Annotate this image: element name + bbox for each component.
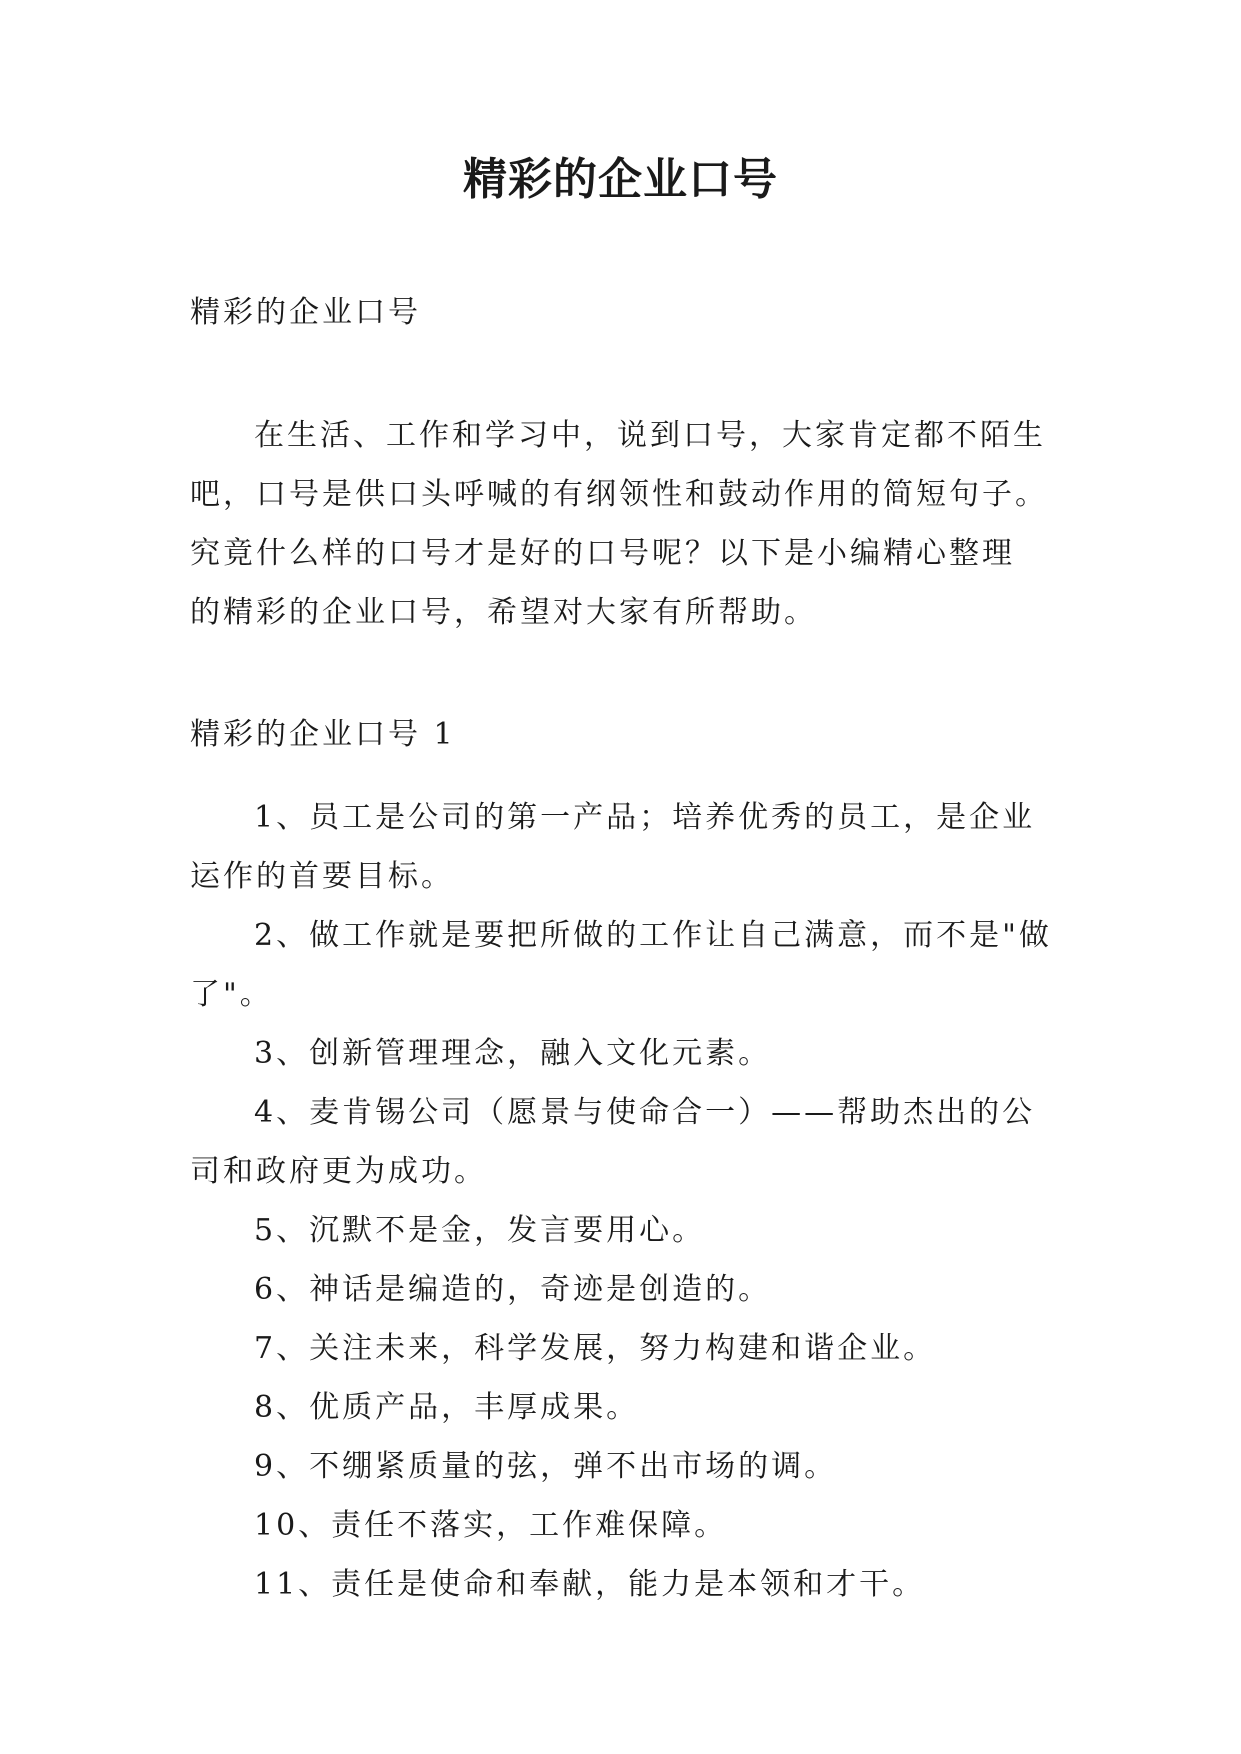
slogan-item — [190, 1319, 1060, 1378]
slogan-item — [190, 788, 1060, 906]
section-heading: 精彩的企业口号 1 — [190, 717, 456, 752]
document-subtitle: 精彩的企业口号 — [190, 295, 421, 330]
slogan-item — [190, 1201, 1060, 1260]
slogan-item-text: 1、员工是公司的第一产品；培养优秀的员工，是企业 — [254, 800, 1036, 835]
slogan-item-text: 11、责任是使命和奉献，能力是本领和才干。 — [254, 1567, 926, 1602]
slogan-item — [190, 1437, 1060, 1496]
intro-line: 吧，口号是供口头呼喊的有纲领性和鼓动作用的简短句子。 — [190, 477, 1048, 512]
intro-line: 究竟什么样的口号才是好的口号呢？以下是小编精心整理 — [190, 536, 1015, 571]
slogan-item-text: 7、关注未来，科学发展，努力构建和谐企业。 — [254, 1331, 937, 1366]
intro-paragraph — [190, 406, 1060, 642]
slogan-item-continuation: 司和政府更为成功。 — [190, 1154, 487, 1189]
slogan-item — [190, 1260, 1060, 1319]
slogan-item-continuation: 了"。 — [190, 977, 273, 1012]
slogan-item — [190, 1024, 1060, 1083]
slogan-item-text: 8、优质产品，丰厚成果。 — [254, 1390, 640, 1425]
intro-line: 的精彩的企业口号，希望对大家有所帮助。 — [190, 595, 817, 630]
slogan-item-continuation: 运作的首要目标。 — [190, 859, 454, 894]
slogan-item — [190, 1378, 1060, 1437]
intro-line: 在生活、工作和学习中，说到口号，大家肯定都不陌生 — [254, 418, 1046, 453]
document-title: 精彩的企业口号 — [463, 154, 778, 205]
slogan-item-text: 10、责任不落实，工作难保障。 — [254, 1508, 728, 1543]
slogan-item-text: 6、神话是编造的，奇迹是创造的。 — [254, 1272, 772, 1307]
slogan-item — [190, 906, 1060, 1024]
slogan-list — [190, 788, 1060, 1614]
slogan-item-text: 3、创新管理理念，融入文化元素。 — [254, 1036, 772, 1071]
slogan-item-text: 9、不绷紧质量的弦，弹不出市场的调。 — [254, 1449, 838, 1484]
slogan-item-text: 5、沉默不是金，发言要用心。 — [254, 1213, 706, 1248]
slogan-item — [190, 1083, 1060, 1201]
slogan-item-text: 2、做工作就是要把所做的工作让自己满意，而不是"做 — [254, 918, 1052, 953]
slogan-item — [190, 1555, 1060, 1614]
document-body — [190, 290, 1060, 1614]
slogan-item-text: 4、麦肯锡公司（愿景与使命合一）——帮助杰出的公 — [254, 1095, 1036, 1130]
slogan-item — [190, 1496, 1060, 1555]
